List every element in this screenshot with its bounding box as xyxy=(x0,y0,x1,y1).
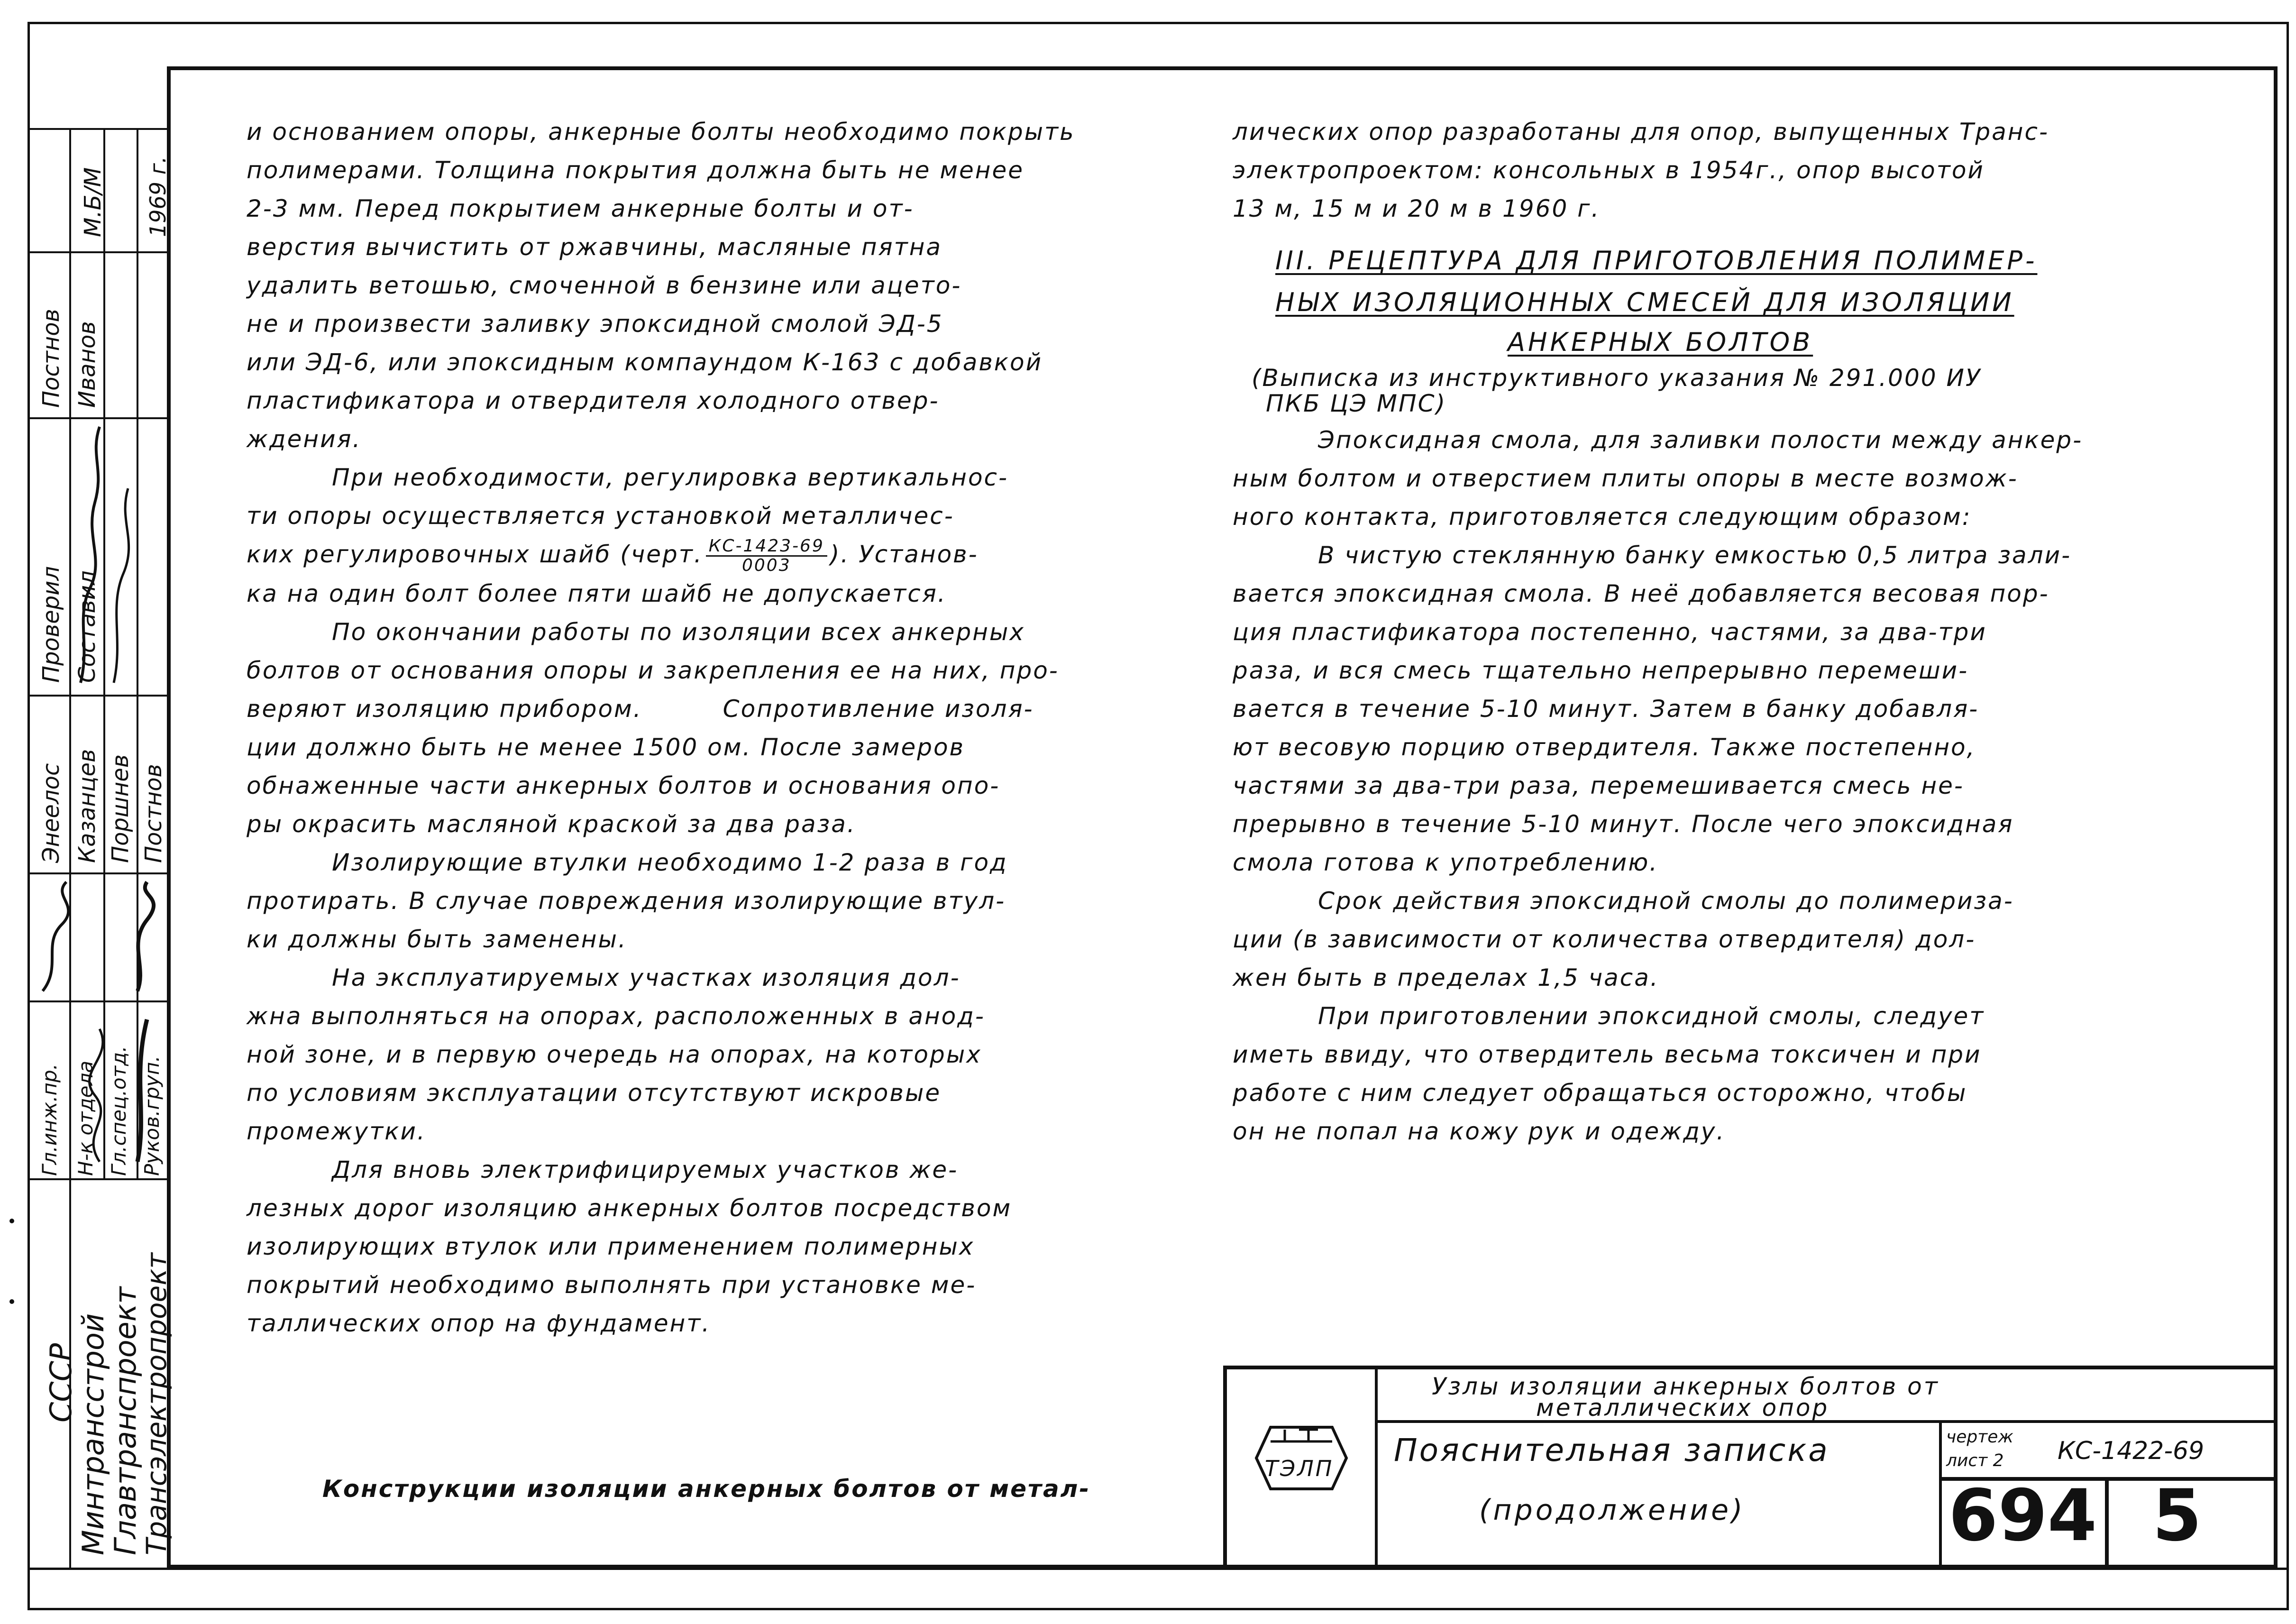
text-line: работе с ним следует обращаться осторожно, чтобы xyxy=(1233,1079,1967,1107)
text-line: прерывно в течение 5-10 минут. После чего эпоксидная xyxy=(1233,810,2014,838)
text-line: 13 м, 15 м и 20 м в 1960 г. xyxy=(1233,195,1601,222)
org-line: СССР xyxy=(44,1343,78,1422)
text-line: раза, и вся смесь тщательно непрерывно перемеши- xyxy=(1233,657,1969,684)
doc-title: Пояснительная записка xyxy=(1394,1432,1829,1468)
approval-mark: М.Б/М xyxy=(80,167,106,237)
text-line: 2-3 мм. Перед покрытием анкерные болты и от- xyxy=(247,195,914,222)
text-line: ным болтом и отверстием плиты опоры в месте возмож- xyxy=(1233,465,2018,492)
text-line: покрытий необходимо выполнять при установке ме- xyxy=(247,1271,977,1299)
text-line: электропроектом: консольных в 1954г., опор высотой xyxy=(1233,156,1985,184)
text-line: Для вновь электрифицируемых участков же- xyxy=(332,1156,959,1184)
text-line: В чистую стеклянную банку емкостью 0,5 литра зали- xyxy=(1318,541,2072,569)
right-column-top xyxy=(1233,113,2205,228)
text-line: не и произвести заливку эпоксидной смолой ЭД-5 xyxy=(247,310,943,338)
text-line: По окончании работы по изоляции всех анкерных xyxy=(332,618,1025,646)
text-line: пластификатора и отвердителя холодного отвер- xyxy=(247,387,940,414)
text-line: При приготовлении эпоксидной смолы, следует xyxy=(1318,1002,1985,1030)
text-line: верстия вычистить от ржавчины, масляные пятна xyxy=(247,233,942,261)
text-line: Конструкции изоляции анкерных болтов от метал- xyxy=(322,1475,1091,1503)
text-line: ция пластификатора постепенно, частями, за два-три xyxy=(1233,618,1987,646)
text-line: изолирующих втулок или применением полимерных xyxy=(247,1233,975,1260)
text-line: лезных дорог изоляцию анкерных болтов посредством xyxy=(247,1194,1012,1222)
org-line: Минтрансстрой xyxy=(76,1313,110,1555)
text-line: иметь ввиду, что отвердитель весьма токсичен и при xyxy=(1233,1041,1982,1068)
text-line: он не попал на кожу рук и одежду. xyxy=(1233,1118,1726,1145)
text-line: полимерами. Толщина покрытия должна быть не менее xyxy=(247,156,1025,184)
album-number: 694 xyxy=(1948,1475,2097,1557)
right-column-body xyxy=(1233,421,2228,1151)
text-line: ной зоне, и в первую очередь на опорах, на которых xyxy=(247,1041,982,1068)
section-title: III. РЕЦЕПТУРА ДЛЯ ПРИГОТОВЛЕНИЯ ПОЛИМЕР- xyxy=(1275,246,2038,275)
stamp-name: Казанцев xyxy=(74,749,101,863)
text-line: смола готова к употреблению. xyxy=(1233,849,1659,876)
signature-mark xyxy=(71,417,166,692)
text-line: удалить ветошью, смоченной в бензине или ацето- xyxy=(247,272,962,299)
stamp-role: Н-к отдела xyxy=(74,1060,97,1176)
stamp-name: Постнов xyxy=(140,764,167,863)
text-line: промежутки. xyxy=(247,1118,426,1145)
stamp-label: Проверил xyxy=(38,566,64,683)
org-line: Главтранспроект xyxy=(108,1286,143,1555)
section-title: АНКЕРНЫХ БОЛТОВ xyxy=(1508,327,1813,357)
bottom-strip-line xyxy=(27,1568,2289,1570)
text-span: веряют изоляцию прибором. xyxy=(247,695,642,723)
text-line: Срок действия эпоксидной смолы до полимериза- xyxy=(1318,887,2014,915)
text-line: обнаженные части анкерных болтов и основания опо- xyxy=(247,772,1000,799)
drawing-code: КС-1422-69 xyxy=(2058,1437,2205,1465)
stamp-label: Энеелос xyxy=(38,763,64,863)
text-line: ют весовую порцию отвердителя. Также постепенно, xyxy=(1233,734,1976,761)
doc-subtitle: (продолжение) xyxy=(1479,1494,1746,1527)
text-line: ПКБ ЦЭ МПС) xyxy=(1266,390,1447,417)
drawing-reference xyxy=(706,537,827,575)
sheet-number: 5 xyxy=(2152,1475,2202,1557)
text-line: лических опор разработаны для опор, выпущенных Транс- xyxy=(1233,118,2049,146)
chertezh-label: чертеж xyxy=(1946,1427,2013,1447)
text-line: Изолирующие втулки необходимо 1-2 раза в год xyxy=(332,849,1008,876)
text-line: При необходимости, регулировка вертикальнос- xyxy=(332,464,1009,491)
stamp-name: Иванов xyxy=(74,321,101,408)
text-line: ждения. xyxy=(247,425,362,453)
org-line: Трансэлектропроект xyxy=(140,1252,173,1555)
text-line: Эпоксидная смола, для заливки полости между анкер- xyxy=(1318,426,2083,454)
fraction-numerator: КС-1423-69 xyxy=(706,537,827,557)
text-line: На эксплуатируемых участках изоляция дол- xyxy=(332,964,960,991)
text-line: ти опоры осуществляется установкой металличес- xyxy=(247,502,954,530)
stamp-label: Постнов xyxy=(38,309,64,408)
text-line: вается эпоксидная смола. В неё добавляется весовая пор- xyxy=(1233,580,2049,607)
signature-mark xyxy=(33,872,161,1000)
text-line: ры окрасить масляной краской за два раза. xyxy=(247,810,856,838)
subject-line: металлических опор xyxy=(1536,1394,1829,1422)
text-line: ного контакта, приготовляется следующим образом: xyxy=(1233,503,1972,531)
text-line: ции (в зависимости от количества отвердителя) дол- xyxy=(1233,926,1976,953)
text-line xyxy=(247,690,1195,728)
text-span: ких регулировочных шайб (черт. xyxy=(247,541,703,568)
subject-line: Узлы изоляции анкерных болтов от xyxy=(1432,1373,1939,1400)
text-line: жен быть в пределах 1,5 часа. xyxy=(1233,964,1659,991)
margin-dot xyxy=(9,1299,14,1304)
fraction-denominator: 0003 xyxy=(742,556,791,575)
text-line-with-fraction xyxy=(247,535,1195,575)
stamp-name: Поршнев xyxy=(107,754,134,863)
year: 1969 г. xyxy=(145,156,171,237)
text-line: и основанием опоры, анкерные болты необходимо покрыть xyxy=(247,118,1075,146)
text-line: вается в течение 5-10 минут. Затем в банку добавля- xyxy=(1233,695,1979,723)
text-line: ции должно быть не менее 1500 ом. После замеров xyxy=(247,734,965,761)
stamp-role: Руков.груп. xyxy=(140,1055,164,1176)
extract-note xyxy=(1252,365,2247,416)
text-line: или ЭД-6, или эпоксидным компаундом К-163 с добавкой xyxy=(247,349,1043,376)
list-label: лист 2 xyxy=(1946,1451,2004,1470)
text-line: (Выписка из инструктивного указания № 291.000 ИУ xyxy=(1252,364,1982,392)
text-line: по условиям эксплуатации отсутствуют искровые xyxy=(247,1079,942,1107)
text-span: Сопротивление изоля- xyxy=(723,695,1034,723)
stamp-role: Гл.инж.пр. xyxy=(38,1063,61,1176)
logo-text: ТЭЛП xyxy=(1265,1456,1334,1481)
text-span: ). Установ- xyxy=(830,541,979,568)
text-line: таллических опор на фундамент. xyxy=(247,1310,711,1337)
margin-dot xyxy=(9,1219,14,1223)
text-line: частями за два-три раза, перемешивается смесь не- xyxy=(1233,772,1964,799)
text-line: жна выполняться на опорах, расположенных в анод- xyxy=(247,1002,985,1030)
left-column xyxy=(247,113,1195,1343)
left-column-bottom-line xyxy=(322,1470,1223,1508)
stamp-name: Составил xyxy=(74,570,101,683)
text-line: протирать. В случае повреждения изолирующие втул- xyxy=(247,887,1006,915)
text-line: ка на один болт более пяти шайб не допускается. xyxy=(247,580,947,607)
text-line: ки должны быть заменены. xyxy=(247,926,627,953)
text-line: болтов от основания опоры и закрепления ее на них, про- xyxy=(247,657,1059,684)
stamp-role: Гл.спец.отд. xyxy=(107,1046,130,1176)
section-title: НЫХ ИЗОЛЯЦИОННЫХ СМЕСЕЙ ДЛЯ ИЗОЛЯЦИИ xyxy=(1275,287,2014,317)
